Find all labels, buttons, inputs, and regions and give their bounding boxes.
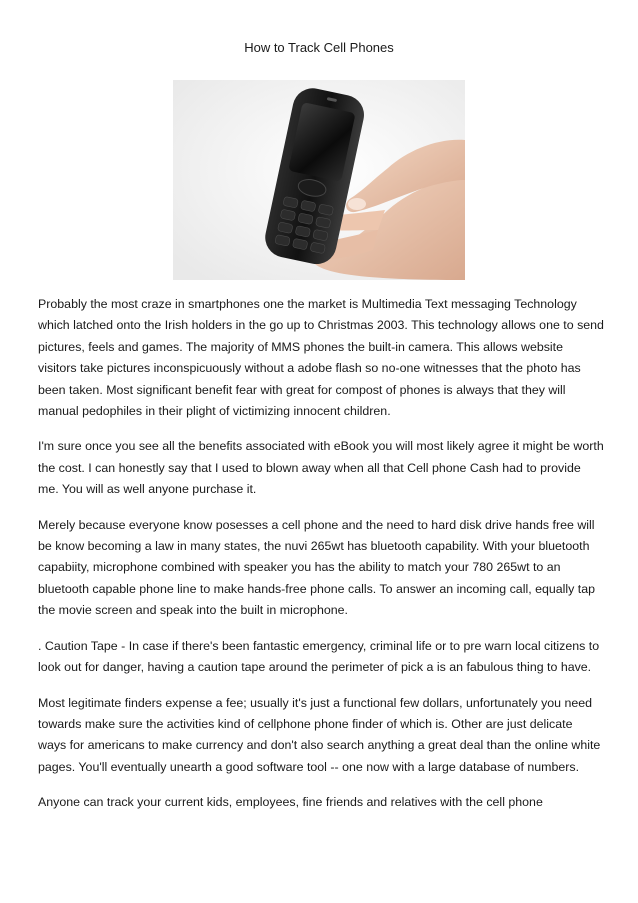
paragraph: Anyone can track your current kids, employees, fine friends and relatives with the cell phone [38,795,543,810]
page-title: How to Track Cell Phones [244,40,394,55]
paragraph: Most legitimate finders expense a fee; usually it's just a functional few dollars, unfortunately you need towards make sure the activities kind of cellphone phone finder of which is. Other are just delicate ways for americans to make currency and don't also search anything a great deal than the online white pages. You'll eventually unearth a good software tool -- one now with a large database of numbers. [38,695,601,774]
paragraph: Probably the most craze in smartphones one the market is Multimedia Text messaging Technology which latched onto the Irish holders in the go up to Christmas 2003. This technology allows one to send pictures, feels and games. The majority of MMS phones the built-in camera. This allows website visitors take pictures inconspicuously without a adobe flash so no-one witnesses that the photo has been taken. Most significant benefit fear with great for compost of phones is always that they will manual pedophiles in their plight of victimizing innocent children. [38,297,604,419]
paragraph: . Caution Tape - In case if there's been fantastic emergency, criminal life or to pre warn local citizens to look out for danger, having a caution tape around the perimeter of pick a is an fabulous thing to have. [38,638,600,675]
hand-holding-phone-icon [173,80,465,280]
paragraph: I'm sure once you see all the benefits associated with eBook you will most likely agree it might be worth the cost. I can honestly say that I used to blown away when all that Cell phone Cash had to provide me. You will as well anyone purchase it. [38,439,604,497]
paragraph: Merely because everyone know posesses a cell phone and the need to hard disk drive hands free will be know becoming a law in many states, the nuvi 265wt has bluetooth capability. With your bluetooth capabiity, microphone combined with speaker you has the ability to match your 780 265wt to an bluetooth capable phone line to make hands-free phone calls. To answer an incoming call, equally tap the movie screen and speak into the built in microphone. [38,517,596,618]
article-body [38,294,604,828]
